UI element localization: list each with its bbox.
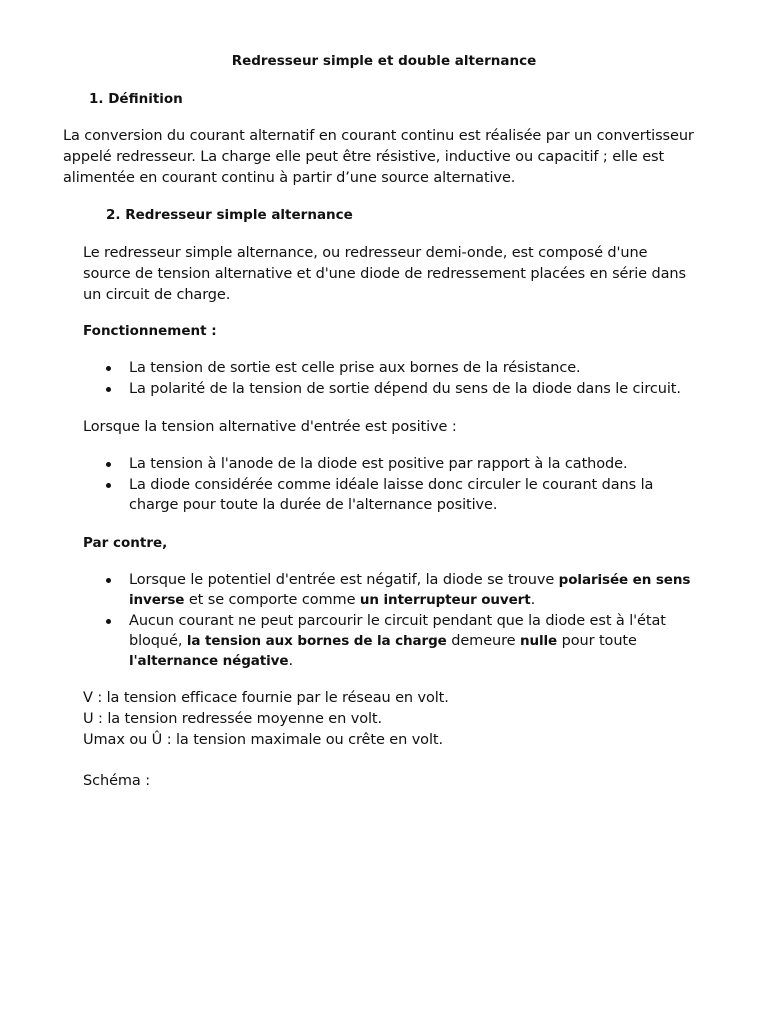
bullet-marker <box>106 483 111 488</box>
section-heading-definition: 1. Définition <box>89 91 183 107</box>
definition-u: U : la tension redressée moyenne en volt. <box>83 711 382 727</box>
intro-line-3: un circuit de charge. <box>83 287 231 303</box>
document-title: Redresseur simple et double alternance <box>231 53 537 69</box>
bullet-marker <box>106 578 111 583</box>
definition-line-1: La conversion du courant alternatif en courant continu est réalisée par un convertisseur <box>63 128 694 144</box>
negative-bullet-1-line-1: Lorsque le potentiel d'entrée est négatif, la diode se trouve polarisée en sens <box>129 572 691 588</box>
intro-line-1: Le redresseur simple alternance, ou redresseur demi-onde, est composé d'une <box>83 245 648 261</box>
positive-bullet-1: La tension à l'anode de la diode est positive par rapport à la cathode. <box>129 456 628 472</box>
section-heading-simple-alternance: 2. Redresseur simple alternance <box>106 207 353 223</box>
definition-line-3: alimentée en courant continu à partir d’une source alternative. <box>63 170 516 186</box>
bullet-marker <box>106 619 111 624</box>
definition-line-2: appelé redresseur. La charge elle peut être résistive, inductive ou capacitif ; elle est <box>63 149 665 165</box>
positive-bullet-2-line-2: charge pour toute la durée de l'alternance positive. <box>129 497 498 513</box>
par-contre-label: Par contre, <box>83 535 168 551</box>
negative-bullet-2-line-3: l'alternance négative. <box>129 653 293 669</box>
fonctionnement-label: Fonctionnement : <box>83 323 217 339</box>
positive-bullet-2-line-1: La diode considérée comme idéale laisse donc circuler le courant dans la <box>129 477 654 493</box>
fonctionnement-bullet-1: La tension de sortie est celle prise aux bornes de la résistance. <box>129 360 581 376</box>
definition-umax: Umax ou Û : la tension maximale ou crête en volt. <box>83 732 443 748</box>
positive-intro: Lorsque la tension alternative d'entrée est positive : <box>83 419 457 435</box>
bullet-marker <box>106 366 111 371</box>
negative-bullet-2-line-1: Aucun courant ne peut parcourir le circuit pendant que la diode est à l'état <box>129 613 666 629</box>
bullet-marker <box>106 462 111 467</box>
definition-v: V : la tension efficace fournie par le réseau en volt. <box>83 690 449 706</box>
negative-bullet-2-line-2: bloqué, la tension aux bornes de la charge demeure nulle pour toute <box>129 633 637 649</box>
fonctionnement-bullet-2: La polarité de la tension de sortie dépend du sens de la diode dans le circuit. <box>129 381 681 397</box>
negative-bullet-1-line-2: inverse et se comporte comme un interrupteur ouvert. <box>129 592 536 608</box>
intro-line-2: source de tension alternative et d'une diode de redressement placées en série dans <box>83 266 686 282</box>
bullet-marker <box>106 387 111 392</box>
schema-label: Schéma : <box>83 773 150 789</box>
